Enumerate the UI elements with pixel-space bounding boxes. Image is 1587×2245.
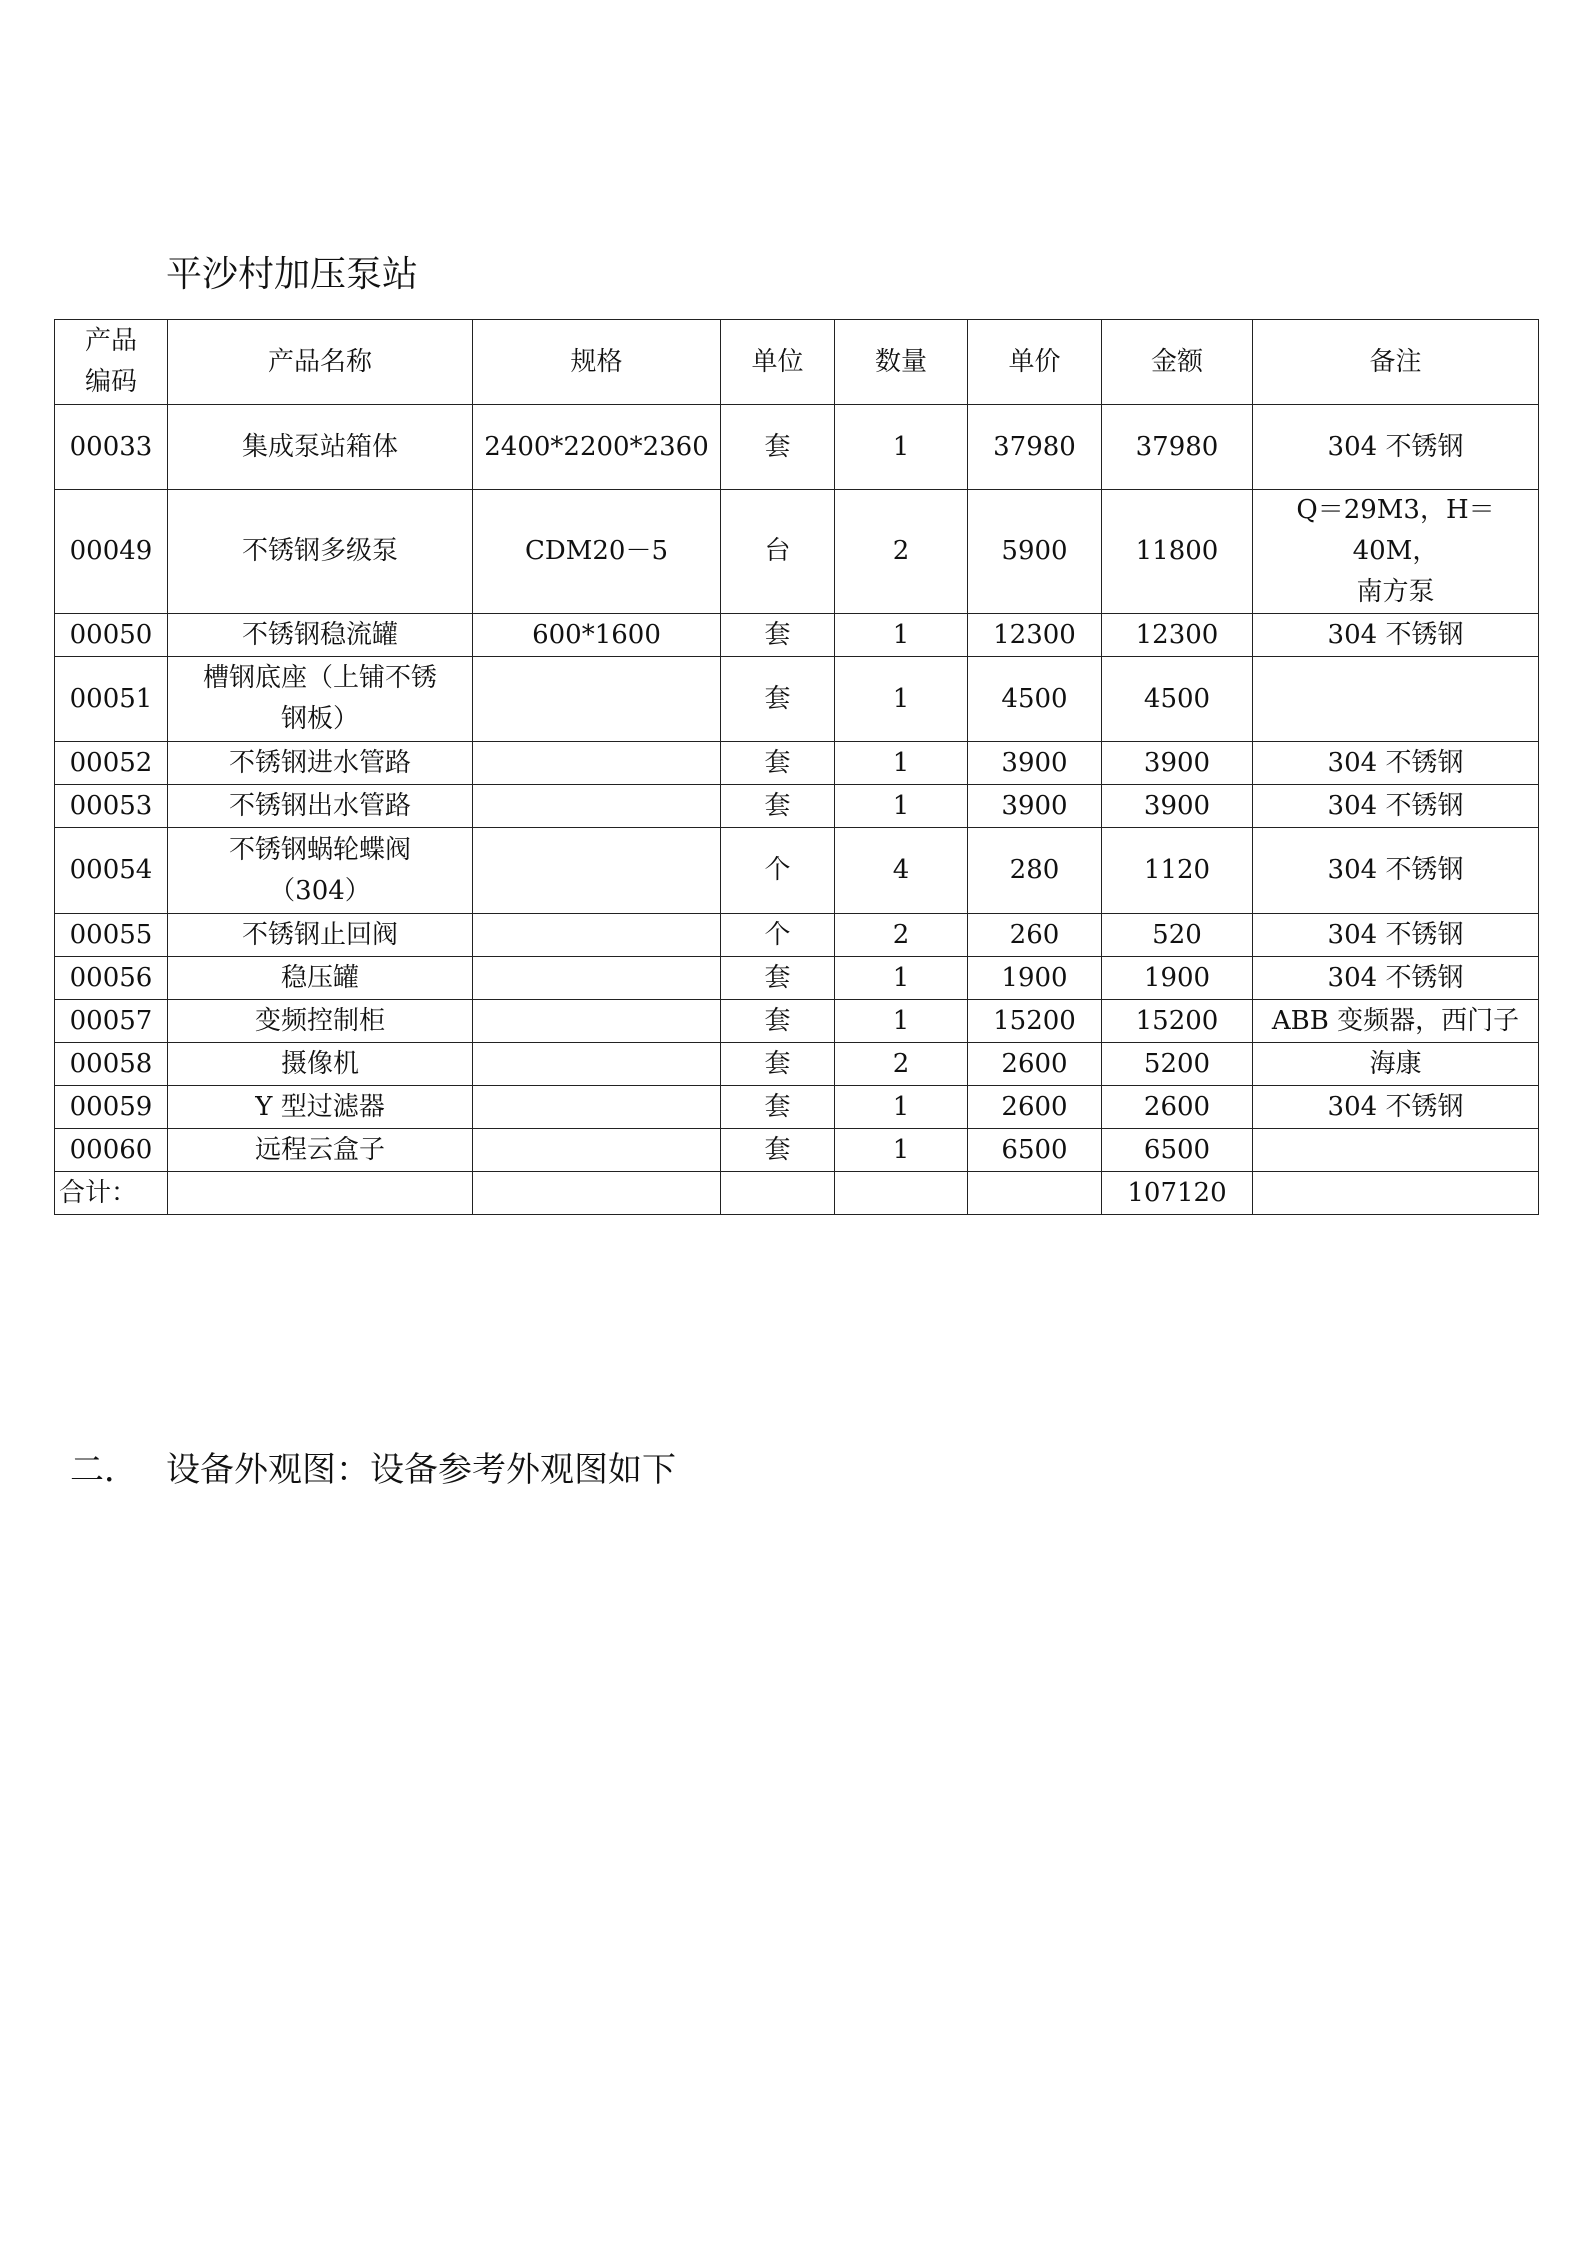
cell-price-text: 6500	[1001, 1134, 1068, 1165]
cell-note	[1253, 828, 1539, 914]
cell-qty	[835, 785, 968, 828]
cell-qty-text: 4	[892, 855, 910, 885]
cell-code	[55, 1000, 168, 1043]
empty-cell	[968, 1172, 1102, 1215]
table-row	[55, 657, 1539, 742]
table-row	[55, 614, 1539, 657]
cell-amount-text: 6500	[1143, 1134, 1211, 1165]
cell-unit-text: 套	[764, 431, 791, 462]
cell-note-text: Q＝29M3，H＝40M， 南方泵	[1296, 495, 1495, 607]
cell-unit-text: 套	[764, 747, 791, 778]
cell-note	[1253, 490, 1539, 614]
cell-amount-text: 37980	[1135, 431, 1219, 462]
cell-name	[168, 785, 473, 828]
cell-unit	[721, 742, 835, 785]
header-cell-qty	[835, 320, 968, 405]
cell-amount-text: 3900	[1143, 790, 1211, 821]
cell-unit-text: 个	[764, 919, 791, 950]
cell-code	[55, 828, 168, 914]
cell-unit	[721, 957, 835, 1000]
cell-code-text: 00033	[69, 431, 153, 462]
cell-unit-text: 套	[764, 619, 791, 650]
cell-amount	[1102, 742, 1253, 785]
header-label: 产品 编码	[84, 326, 137, 397]
cell-note-text: 304 不锈钢	[1327, 1091, 1464, 1122]
cell-unit	[721, 1129, 835, 1172]
header-label: 金额	[1150, 346, 1203, 377]
cell-name-text: 不锈钢进水管路	[228, 747, 411, 778]
cell-spec	[473, 914, 721, 957]
cell-name	[168, 1129, 473, 1172]
cell-amount-text: 520	[1152, 919, 1202, 950]
cell-price	[968, 1086, 1102, 1129]
cell-spec	[473, 1129, 721, 1172]
cell-qty-text: 1	[892, 619, 910, 650]
section-number: 二．	[70, 1450, 138, 1490]
cell-note-text: 304 不锈钢	[1327, 747, 1464, 778]
cell-code-text: 00054	[69, 855, 153, 885]
section-text: 设备外观图：设备参考外观图如下	[166, 1450, 676, 1490]
cell-name-text: 槽钢底座（上铺不锈 钢板）	[202, 663, 437, 734]
quotation-table	[54, 319, 1539, 1215]
cell-qty-text: 1	[892, 431, 910, 462]
cell-spec-text: 600*1600	[532, 619, 661, 650]
cell-price-text: 4500	[1001, 683, 1068, 714]
cell-code-text: 00050	[69, 619, 153, 650]
cell-code	[55, 1086, 168, 1129]
cell-name	[168, 914, 473, 957]
cell-qty	[835, 957, 968, 1000]
cell-price	[968, 957, 1102, 1000]
cell-amount-text: 4500	[1143, 683, 1211, 714]
header-label: 数量	[874, 346, 927, 377]
cell-unit-text: 个	[764, 855, 791, 885]
cell-amount-text: 1900	[1143, 962, 1211, 993]
cell-unit	[721, 490, 835, 614]
cell-code-text: 00053	[69, 790, 153, 821]
cell-unit-text: 套	[764, 962, 791, 993]
cell-price	[968, 785, 1102, 828]
cell-note	[1253, 1086, 1539, 1129]
cell-amount	[1102, 405, 1253, 490]
cell-price-text: 3900	[1001, 747, 1068, 778]
cell-price-text: 37980	[993, 431, 1076, 462]
cell-spec	[473, 828, 721, 914]
cell-unit	[721, 1043, 835, 1086]
cell-name	[168, 405, 473, 490]
cell-price	[968, 1129, 1102, 1172]
table-row	[55, 914, 1539, 957]
header-cell-code	[55, 320, 168, 405]
cell-unit	[721, 785, 835, 828]
empty-cell	[835, 1172, 968, 1215]
cell-price	[968, 614, 1102, 657]
cell-code	[55, 614, 168, 657]
header-label: 规格	[570, 346, 623, 377]
cell-note-text: 304 不锈钢	[1327, 962, 1464, 993]
cell-qty	[835, 1043, 968, 1086]
cell-note-text: 304 不锈钢	[1327, 790, 1464, 821]
cell-price	[968, 405, 1102, 490]
total-amount: 107120	[1127, 1177, 1227, 1208]
cell-code-text: 00051	[69, 683, 153, 714]
cell-unit	[721, 828, 835, 914]
cell-amount	[1102, 914, 1253, 957]
cell-code-text: 00052	[69, 747, 153, 778]
cell-amount-text: 3900	[1143, 747, 1211, 778]
cell-spec	[473, 785, 721, 828]
cell-amount-text: 1120	[1143, 855, 1211, 885]
cell-amount	[1102, 657, 1253, 742]
table-row	[55, 742, 1539, 785]
cell-qty	[835, 490, 968, 614]
cell-name-text: 稳压罐	[280, 962, 359, 993]
cell-code-text: 00057	[69, 1005, 153, 1036]
cell-unit	[721, 405, 835, 490]
header-cell-spec	[473, 320, 721, 405]
cell-unit-text: 套	[764, 683, 791, 714]
cell-unit-text: 台	[764, 536, 791, 566]
table-row	[55, 1129, 1539, 1172]
cell-unit	[721, 614, 835, 657]
cell-code-text: 00059	[69, 1091, 153, 1122]
cell-spec	[473, 1043, 721, 1086]
cell-code	[55, 657, 168, 742]
cell-price-text: 5900	[1001, 536, 1068, 566]
cell-note-text: ABB 变频器，西门子	[1271, 1005, 1520, 1036]
cell-name-text: 远程云盒子	[254, 1134, 385, 1165]
cell-unit-text: 套	[764, 1005, 791, 1036]
cell-note	[1253, 1000, 1539, 1043]
cell-qty-text: 1	[892, 962, 910, 993]
cell-code	[55, 405, 168, 490]
cell-unit-text: 套	[764, 1134, 791, 1165]
cell-qty-text: 1	[892, 1091, 910, 1122]
cell-price-text: 12300	[993, 619, 1076, 650]
table-row	[55, 405, 1539, 490]
cell-name-text: 不锈钢出水管路	[228, 790, 411, 821]
table-row	[55, 1043, 1539, 1086]
cell-qty	[835, 614, 968, 657]
header-label: 单位	[751, 346, 804, 377]
table-row	[55, 490, 1539, 614]
cell-name-text: 不锈钢多级泵	[241, 536, 398, 566]
cell-name	[168, 742, 473, 785]
cell-code-text: 00056	[69, 962, 153, 993]
empty-cell	[1253, 1172, 1539, 1215]
header-cell-note	[1253, 320, 1539, 405]
cell-price-text: 280	[1009, 855, 1060, 885]
cell-name	[168, 1000, 473, 1043]
total-label: 合计：	[59, 1177, 138, 1208]
cell-name	[168, 657, 473, 742]
cell-note-text: 304 不锈钢	[1327, 855, 1464, 885]
cell-code	[55, 490, 168, 614]
cell-amount	[1102, 614, 1253, 657]
cell-qty	[835, 1129, 968, 1172]
cell-name-text: Y 型过滤器	[255, 1091, 385, 1122]
cell-spec	[473, 490, 721, 614]
table-row	[55, 1086, 1539, 1129]
cell-price-text: 1900	[1001, 962, 1068, 993]
cell-unit	[721, 914, 835, 957]
header-cell-unit	[721, 320, 835, 405]
document-title: 平沙村加压泵站	[166, 254, 419, 295]
cell-qty	[835, 742, 968, 785]
cell-unit	[721, 1000, 835, 1043]
cell-spec-text: 2400*2200*2360	[484, 431, 709, 462]
cell-spec	[473, 1000, 721, 1043]
cell-note	[1253, 742, 1539, 785]
table-row	[55, 785, 1539, 828]
cell-price	[968, 657, 1102, 742]
header-label: 备注	[1369, 346, 1422, 377]
cell-unit-text: 套	[764, 1048, 791, 1079]
cell-price-text: 2600	[1001, 1091, 1068, 1122]
total-amount-cell	[1102, 1172, 1253, 1215]
header-cell-name	[168, 320, 473, 405]
table-row	[55, 828, 1539, 914]
cell-qty	[835, 1086, 968, 1129]
section-heading	[70, 1445, 676, 1495]
cell-spec	[473, 657, 721, 742]
cell-amount	[1102, 957, 1253, 1000]
cell-code-text: 00058	[69, 1048, 153, 1079]
cell-note	[1253, 614, 1539, 657]
cell-qty-text: 1	[892, 790, 910, 821]
cell-name-text: 不锈钢稳流罐	[241, 619, 398, 650]
cell-amount	[1102, 785, 1253, 828]
cell-spec	[473, 957, 721, 1000]
table-body	[55, 320, 1539, 1215]
cell-amount	[1102, 828, 1253, 914]
cell-name-text: 摄像机	[280, 1048, 359, 1079]
cell-code	[55, 1043, 168, 1086]
cell-note	[1253, 785, 1539, 828]
cell-price	[968, 828, 1102, 914]
cell-amount-text: 15200	[1135, 1005, 1219, 1036]
cell-amount-text: 5200	[1143, 1048, 1211, 1079]
cell-price-text: 260	[1009, 919, 1060, 950]
cell-code-text: 00060	[69, 1134, 153, 1165]
cell-note-text: 海康	[1369, 1048, 1422, 1079]
cell-price	[968, 914, 1102, 957]
cell-qty	[835, 1000, 968, 1043]
cell-price-text: 2600	[1001, 1048, 1068, 1079]
table-row	[55, 957, 1539, 1000]
cell-code	[55, 742, 168, 785]
cell-code-text: 00049	[69, 536, 153, 566]
cell-spec-text: CDM20－5	[525, 536, 668, 566]
cell-note	[1253, 1129, 1539, 1172]
header-label: 单价	[1008, 346, 1061, 377]
cell-price-text: 15200	[993, 1005, 1076, 1036]
cell-spec	[473, 614, 721, 657]
header-cell-price	[968, 320, 1102, 405]
cell-price	[968, 742, 1102, 785]
total-row	[55, 1172, 1539, 1215]
cell-name	[168, 1086, 473, 1129]
cell-amount-text: 12300	[1135, 619, 1219, 650]
cell-price	[968, 490, 1102, 614]
table-header-row	[55, 320, 1539, 405]
cell-name-text: 变频控制柜	[254, 1005, 385, 1036]
total-label-cell	[55, 1172, 168, 1215]
cell-note	[1253, 1043, 1539, 1086]
cell-qty	[835, 657, 968, 742]
cell-spec	[473, 742, 721, 785]
cell-unit	[721, 1086, 835, 1129]
cell-price-text: 3900	[1001, 790, 1068, 821]
cell-name-text: 不锈钢止回阀	[241, 919, 398, 950]
cell-unit	[721, 657, 835, 742]
cell-name-text: 集成泵站箱体	[241, 431, 398, 462]
cell-qty	[835, 914, 968, 957]
cell-unit-text: 套	[764, 790, 791, 821]
cell-note-text: 304 不锈钢	[1327, 919, 1464, 950]
cell-qty-text: 2	[892, 1048, 910, 1079]
cell-spec	[473, 1086, 721, 1129]
cell-note	[1253, 957, 1539, 1000]
empty-cell	[168, 1172, 473, 1215]
cell-name-text: 不锈钢蜗轮蝶阀 （304）	[228, 834, 411, 906]
cell-amount	[1102, 490, 1253, 614]
empty-cell	[473, 1172, 721, 1215]
cell-name	[168, 957, 473, 1000]
cell-qty-text: 1	[892, 747, 910, 778]
cell-code	[55, 1129, 168, 1172]
cell-note-text: 304 不锈钢	[1327, 431, 1464, 462]
cell-unit-text: 套	[764, 1091, 791, 1122]
cell-code-text: 00055	[69, 919, 153, 950]
cell-qty-text: 2	[892, 919, 910, 950]
cell-name	[168, 614, 473, 657]
cell-price	[968, 1000, 1102, 1043]
cell-spec	[473, 405, 721, 490]
cell-name	[168, 1043, 473, 1086]
header-label: 产品名称	[267, 346, 372, 377]
cell-qty-text: 1	[892, 1134, 910, 1165]
cell-qty-text: 1	[892, 1005, 910, 1036]
cell-qty	[835, 828, 968, 914]
cell-amount	[1102, 1086, 1253, 1129]
cell-amount-text: 2600	[1143, 1091, 1211, 1122]
cell-price	[968, 1043, 1102, 1086]
cell-note-text: 304 不锈钢	[1327, 619, 1464, 650]
cell-note	[1253, 914, 1539, 957]
cell-note	[1253, 657, 1539, 742]
header-cell-amount	[1102, 320, 1253, 405]
cell-amount	[1102, 1129, 1253, 1172]
table-row	[55, 1000, 1539, 1043]
cell-amount	[1102, 1000, 1253, 1043]
cell-amount-text: 11800	[1135, 536, 1219, 566]
cell-name	[168, 828, 473, 914]
cell-qty	[835, 405, 968, 490]
cell-code	[55, 957, 168, 1000]
cell-qty-text: 1	[892, 683, 910, 714]
cell-code	[55, 785, 168, 828]
cell-name	[168, 490, 473, 614]
cell-note	[1253, 405, 1539, 490]
empty-cell	[721, 1172, 835, 1215]
cell-code	[55, 914, 168, 957]
cell-amount	[1102, 1043, 1253, 1086]
cell-qty-text: 2	[892, 536, 910, 566]
